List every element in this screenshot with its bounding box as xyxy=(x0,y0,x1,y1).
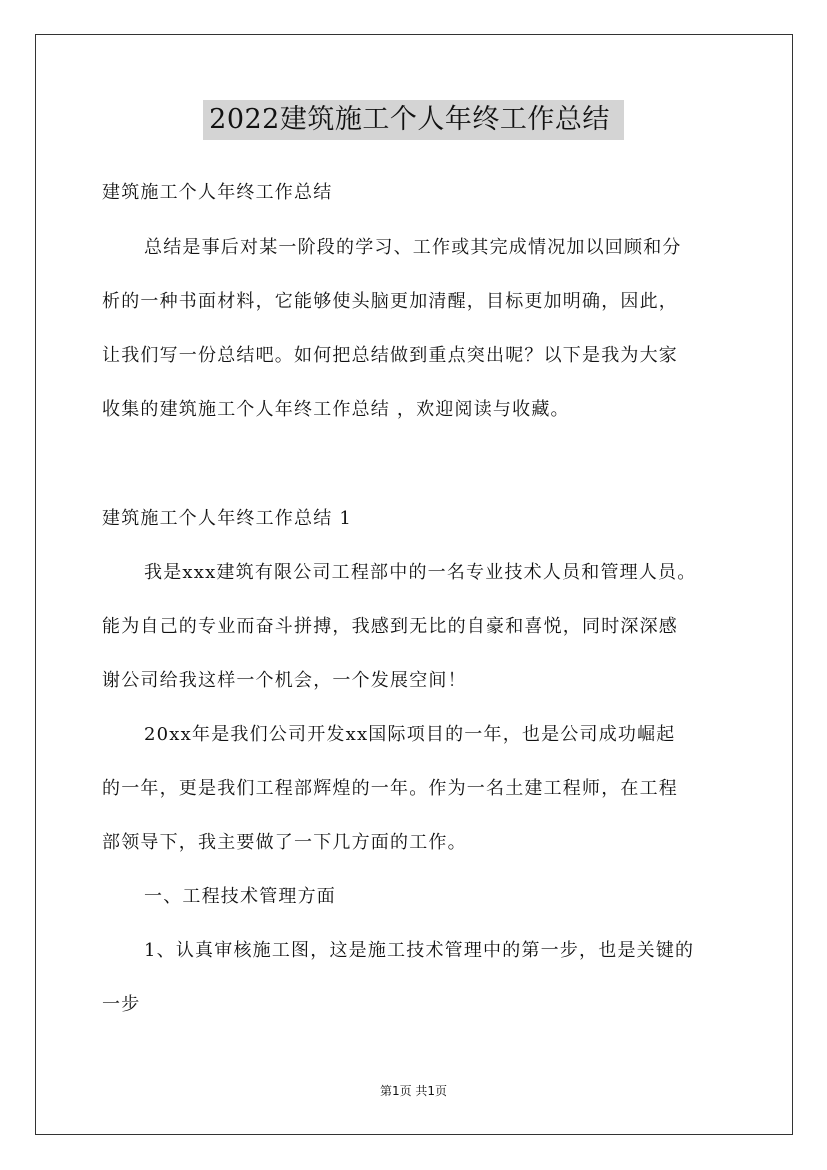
paragraph-line: 我是xxx建筑有限公司工程部中的一名专业技术人员和管理人员。 xyxy=(144,562,697,583)
paragraph-line: 谢公司给我这样一个机会，一个发展空间！ xyxy=(102,670,467,691)
title-container xyxy=(0,100,827,140)
intro-line: 析的一种书面材料，它能够使头脑更加清醒，目标更加明确，因此， xyxy=(102,291,678,312)
subheading: 一、工程技术管理方面 xyxy=(144,886,336,907)
document-subtitle: 建筑施工个人年终工作总结 xyxy=(102,182,333,203)
section-heading: 建筑施工个人年终工作总结 1 xyxy=(102,508,352,529)
intro-line: 让我们写一份总结吧。如何把总结做到重点突出呢？以下是我为大家 xyxy=(102,345,678,366)
paragraph-line: 能为自己的专业而奋斗拼搏，我感到无比的自豪和喜悦，同时深深感 xyxy=(102,616,678,637)
document-title: 2022建筑施工个人年终工作总结 xyxy=(203,100,624,140)
list-item-line: 1、认真审核施工图，这是施工技术管理中的第一步，也是关键的 xyxy=(144,940,695,961)
page-number: 第1页 共1页 xyxy=(379,1084,448,1098)
list-item-line: 一步 xyxy=(102,994,141,1015)
intro-line: 总结是事后对某一阶段的学习、工作或其完成情况加以回顾和分 xyxy=(144,237,682,258)
paragraph-line: 的一年，更是我们工程部辉煌的一年。作为一名土建工程师，在工程 xyxy=(102,778,678,799)
paragraph-line: 部领导下，我主要做了一下几方面的工作。 xyxy=(102,832,467,853)
intro-line: 收集的建筑施工个人年终工作总结 ，欢迎阅读与收藏。 xyxy=(102,399,570,420)
paragraph-line: 20xx年是我们公司开发xx国际项目的一年，也是公司成功崛起 xyxy=(144,724,676,745)
